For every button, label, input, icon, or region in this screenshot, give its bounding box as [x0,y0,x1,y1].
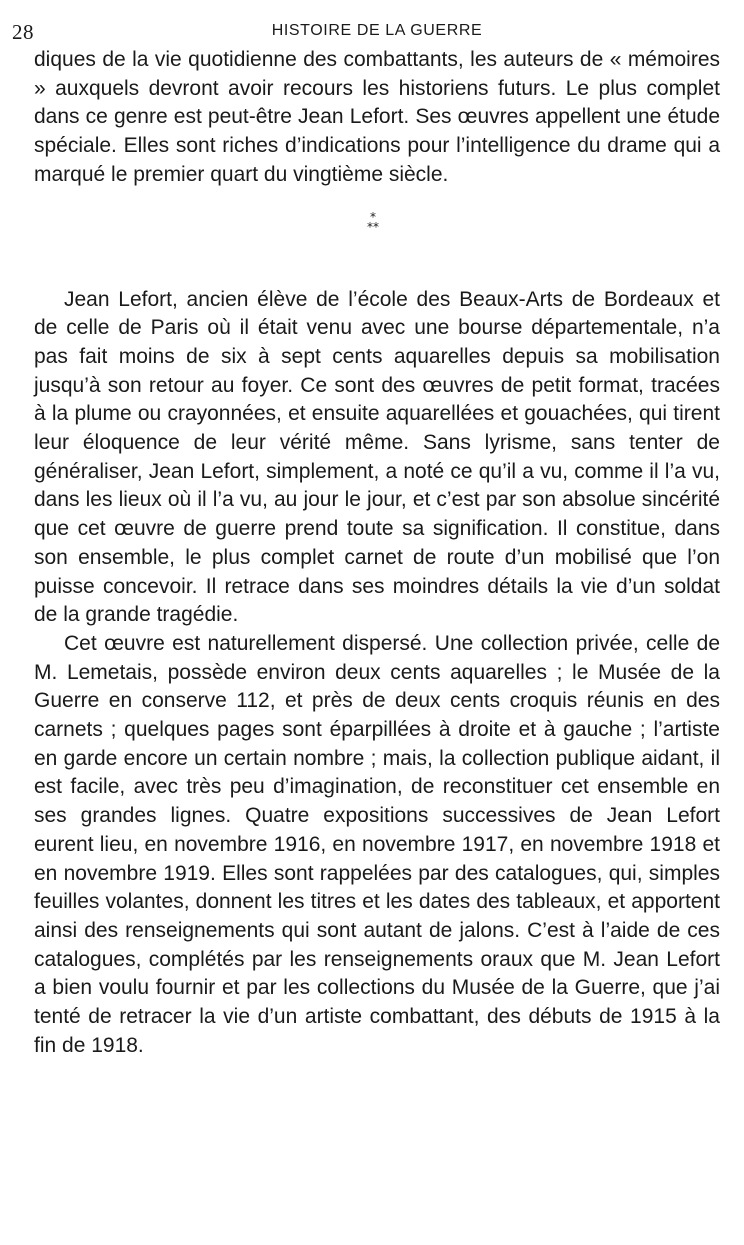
paragraph: Cet œuvre est naturellement dispersé. Une collection privée, celle de M. Lemetais, possède environ deux cents aquarelles ; le Musée de la Guerre en conserve 112, et près de deux cents croquis réunis en des carnets ; quelques pages sont éparpillées à droite et à gauche ; l’artiste en garde encore un certain nombre ; mais, la collection publique aidant, il est facile, avec très peu d’imagination, de reconstituer cet ensemble en ses grandes lignes. Quatre expositions successives de Jean Lefort eurent lieu, en novembre 1916, en novembre 1917, en novembre 1918 et en novembre 1919. Elles sont rappelées par des catalogues, qui, simples feuilles volantes, donnent les titres et les dates des tableaux, et apportent ainsi des renseignements qui sont autant de jalons. C’est à l’aide de ces catalogues, complétés par les renseignements oraux que M. Jean Lefort a bien voulu fournir et par les collections du Musée de la Guerre, que j’ai tenté de retracer la vie d’un artiste combattant, des débuts de 1915 à la fin de 1918. [34,631,720,1057]
asterism-mark [358,209,388,234]
page-number: 28 [12,20,34,44]
body-text [34,46,720,1061]
section-divider [34,190,720,286]
paragraph: Jean Lefort, ancien élève de l’école des Beaux-Arts de Bordeaux et de celle de Paris où il était venu avec une bourse départementale, n’a pas fait moins de six à sept cents aquarelles depuis sa mobilisation jusqu’à son retour au foyer. Ce sont des œuvres de petit format, tracées à la plume ou crayonnées, et ensuite aquarellées et gouachées, qui tirent leur éloquence de leur vérité même. Sans lyrisme, sans tenter de généraliser, Jean Lefort, simplement, a noté ce qu’il a vu, comme il l’a vu, dans les lieux où il l’a vu, au jour le jour, et c’est par son absolue sincérité que cet œuvre de guerre prend toute sa signification. Il constitue, dans son ensemble, le plus complet carnet de route d’un mobilisé que l’on puisse concevoir. Il retrace dans ses moindres détails la vie d’un soldat de la grande tragédie. [34,287,720,627]
book-page [12,18,720,1061]
paragraph-continued: diques de la vie quotidienne des combattants, les auteurs de « mémoires » auxquels devront avoir recours les historiens futurs. Le plus complet dans ce genre est peut-être Jean Lefort. Ses œuvres appellent une étude spéciale. Elles sont riches d’indications pour l’intelligence du drame qui a marqué le premier quart du vingtième siècle. [34,48,720,186]
asterism-bottom: ** [367,219,379,234]
asterism-top: * [370,209,376,224]
running-head [12,18,720,46]
running-title: HISTOIRE DE LA GUERRE [271,22,483,39]
